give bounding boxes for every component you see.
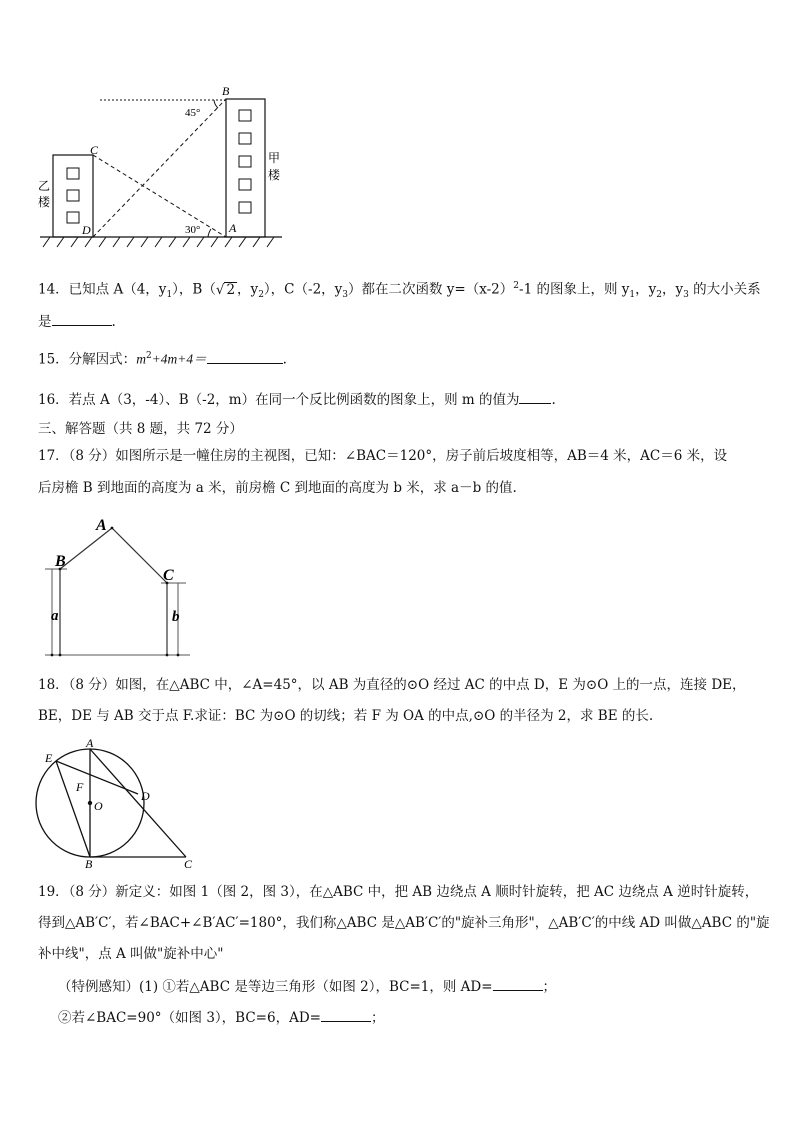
q14-text-4: ，y xyxy=(237,281,259,298)
label-b: B xyxy=(85,857,93,870)
q19-part2-suffix: ； xyxy=(370,1010,385,1026)
question-17-line2: 后房檐 B 到地面的高度为 a 米，前房檐 C 到地面的高度为 b 米，求 a－b 的值. xyxy=(38,480,517,496)
q14-sup-9: 2 xyxy=(513,281,520,291)
q19-part2-text: ②若∠BAC=90°（如图 3），BC=6，AD= xyxy=(58,1010,321,1026)
answer-blank-14[interactable] xyxy=(52,311,112,326)
q14-sub-5: 2 xyxy=(258,290,264,301)
answer-blank-15[interactable] xyxy=(207,349,283,364)
q14-sqrt-3 xyxy=(216,282,237,298)
q16-suffix: . xyxy=(551,392,556,408)
question-19-line2: 得到△AB′C′，若∠BAC+∠B′AC′=180°，我们称△ABC 是△AB′C′的"旋补三角形"，△AB′C′的中线 AD 叫做△ABC 的"旋 xyxy=(38,915,770,931)
label-a: A xyxy=(229,221,237,235)
label-c: C xyxy=(90,143,99,157)
answer-blank-16[interactable] xyxy=(519,389,551,404)
q14-text-10: -1 的图象上，则 y xyxy=(519,281,630,298)
label-a: A xyxy=(86,736,94,750)
question-19-line5 xyxy=(58,1007,384,1028)
question-16 xyxy=(38,389,556,410)
building-jia xyxy=(226,99,265,237)
q14-text-12: ，y xyxy=(635,281,657,298)
question-14-line1 xyxy=(38,276,761,305)
label-a-height: a xyxy=(51,608,59,624)
q19-part1-text: （特例感知）(1) ①若△ABC 是等边三角形（如图 2），BC=1，则 AD= xyxy=(58,979,493,995)
q14-text-14: ，y xyxy=(662,281,684,298)
label-a: A xyxy=(96,517,107,534)
label-b: B xyxy=(222,84,230,98)
question-19-line3: 补中线"，点 A 叫做"旋补中心" xyxy=(38,946,224,962)
figure-house xyxy=(40,514,200,662)
label-c: C xyxy=(184,857,193,870)
q14-sub-15: 3 xyxy=(683,290,689,301)
label-d: D xyxy=(82,223,91,237)
label-c: C xyxy=(163,567,174,584)
figure-circle xyxy=(32,736,202,870)
q15-suffix: . xyxy=(282,351,287,368)
sqrt-sign-icon: √ xyxy=(215,281,225,298)
q15-m: m xyxy=(136,351,146,367)
q14-text-2: ），B（ xyxy=(172,281,216,298)
figure-buildings xyxy=(30,82,290,250)
label-lou-yi: 楼 xyxy=(38,195,51,209)
q14-text-0: 14．已知点 A（4，y xyxy=(38,281,167,298)
question-17-line1: 17．（8 分）如图所示是一幢住房的主视图，已知：∠BAC＝120°，房子前后坡度相等，AB＝4 米，AC＝6 米，设 xyxy=(38,448,728,464)
q14-prefix: 是 xyxy=(38,314,52,330)
q15-prefix: 15．分解因式： xyxy=(38,351,137,368)
q19-part1-suffix: ； xyxy=(542,979,557,995)
angle-45-label: 45° xyxy=(185,107,201,119)
label-e: E xyxy=(45,751,53,765)
label-yi: 乙 xyxy=(38,179,51,193)
q15-exp: 2 xyxy=(145,351,152,361)
question-18-line2: BE，DE 与 AB 交于点 F.求证：BC 为⊙O 的切线；若 F 为 OA 的中点,⊙O 的半径为 2，求 BE 的长. xyxy=(38,708,654,724)
q14-text-6: ），C（-2，y xyxy=(263,281,343,298)
label-b-height: b xyxy=(172,609,180,625)
label-o: O xyxy=(94,799,103,813)
question-14-line2 xyxy=(38,311,116,332)
angle-30-label: 30° xyxy=(185,224,201,236)
q14-text-16: 的大小关系 xyxy=(688,281,761,298)
q14-suffix: . xyxy=(111,314,116,330)
q16-text: 16．若点 A（3，-4）、B（-2，m）在同一个反比例函数的图象上，则 m 的值为 xyxy=(38,392,520,408)
q14-sub-1: 1 xyxy=(166,290,173,301)
q14-sub-7: 3 xyxy=(342,290,349,301)
question-15 xyxy=(38,346,287,370)
label-b: B xyxy=(55,553,66,570)
question-19-line4 xyxy=(58,976,556,997)
label-lou-jia: 楼 xyxy=(268,168,281,182)
section-3-header: 三、解答题（共 8 题，共 72 分） xyxy=(38,421,243,437)
q14-sub-13: 2 xyxy=(656,290,662,301)
question-19-line1: 19．（8 分）新定义：如图 1（图 2，图 3），在△ABC 中，把 AB 边绕点 A 顺时针旋转，把 AC 边绕点 A 逆时针旋转， xyxy=(38,884,759,900)
q15-rest: +4m+4＝ xyxy=(151,351,207,367)
sqrt-argument: 2 xyxy=(226,281,236,298)
label-jia: 甲 xyxy=(268,151,281,165)
label-d: D xyxy=(141,789,150,803)
q14-sub-11: 1 xyxy=(629,290,636,301)
q14-text-8: ）都在二次函数 y=（x-2） xyxy=(348,281,514,298)
answer-blank-19-2[interactable] xyxy=(321,1007,371,1022)
answer-blank-19-1[interactable] xyxy=(493,976,543,991)
label-f: F xyxy=(76,780,84,794)
question-18-line1: 18．（8 分）如图，在△ABC 中，∠A=45°，以 AB 为直径的⊙O 经过 AC 的中点 D，E 为⊙O 上的一点，连接 DE， xyxy=(38,677,746,693)
